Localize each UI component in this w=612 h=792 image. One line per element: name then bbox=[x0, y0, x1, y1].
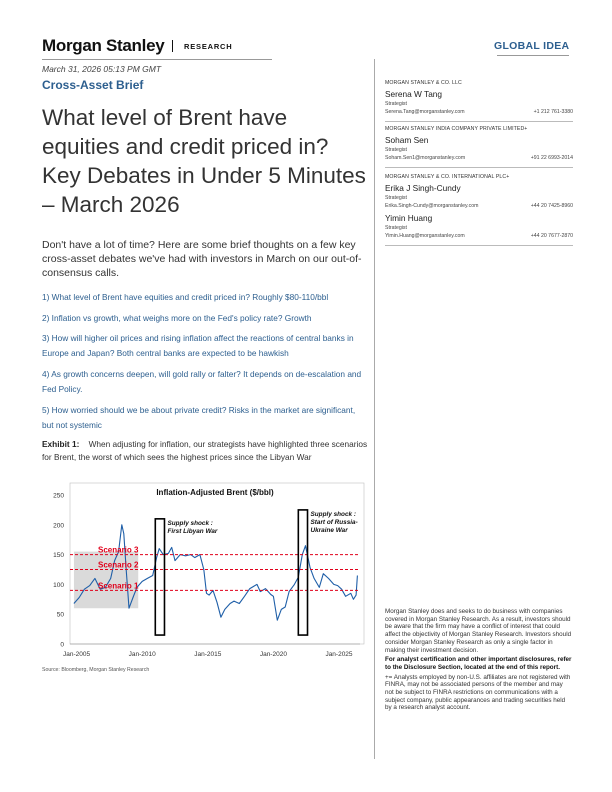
brand-logo: Morgan Stanley bbox=[42, 36, 165, 55]
question-link-1[interactable]: 1) What level of Brent have equities and credit priced in? Roughly $80-110/bbl bbox=[42, 292, 329, 302]
brent-chart bbox=[42, 481, 367, 664]
annotation-label: Ukraine War bbox=[310, 526, 348, 534]
disclosure-conflict: Morgan Stanley does and seeks to do business with companies covered in Morgan Stanley Research. As a result, investors should be aware that the firm may have a conflict of interest that could affect the objectivity of Morgan Stanley Research. Investors should consider Morgan Stanley Research as only a single factor in making their investment decision. bbox=[385, 608, 572, 654]
y-tick-label: 150 bbox=[53, 552, 64, 560]
analyst-role: Strategist bbox=[385, 147, 407, 153]
analyst-role: Strategist bbox=[385, 225, 407, 231]
analyst-rule bbox=[385, 245, 573, 246]
analyst-name: Yimin Huang bbox=[385, 213, 433, 223]
analyst-block-4 bbox=[385, 210, 573, 246]
y-tick-label: 50 bbox=[56, 611, 64, 619]
analyst-firm: MORGAN STANLEY & CO. INTERNATIONAL PLC+ bbox=[385, 174, 510, 180]
y-tick-label: 200 bbox=[53, 522, 64, 530]
exhibit-caption bbox=[42, 438, 368, 463]
exhibit-text: When adjusting for inflation, our strategists have highlighted three scenarios for Brent, the worst of which sees the highest prices since the Libyan War bbox=[42, 439, 368, 462]
title-line: – March 2026 bbox=[42, 192, 180, 217]
analyst-name: Erika J Singh-Cundy bbox=[385, 183, 461, 193]
y-tick-label: 0 bbox=[60, 641, 64, 649]
header-rule-right bbox=[497, 55, 569, 56]
annotation-box bbox=[155, 519, 164, 635]
header-rule-left bbox=[42, 59, 272, 60]
analyst-contact bbox=[385, 203, 573, 209]
x-tick-label: Jan-2020 bbox=[259, 651, 287, 658]
scenario-label: Scenario 1 bbox=[98, 581, 139, 591]
report-title bbox=[42, 103, 367, 219]
title-line: Key Debates in Under 5 Minutes bbox=[42, 163, 366, 188]
annotation-box bbox=[298, 510, 307, 635]
scenario-label: Scenario 2 bbox=[98, 560, 139, 570]
y-tick-label: 250 bbox=[53, 492, 64, 500]
analyst-phone: +1 212 761-3380 bbox=[533, 109, 573, 115]
analyst-email[interactable]: Serena.Tang@morganstanley.com bbox=[385, 109, 465, 115]
disclosure-block bbox=[385, 608, 573, 714]
analyst-email[interactable]: Soham.Sen1@morganstanley.com bbox=[385, 155, 466, 161]
question-link-3[interactable]: 3) How will higher oil prices and rising inflation affect the reactions of central banks in Europe and Japan? Both central banks are expected to be hawkish bbox=[42, 333, 354, 358]
chart-title: Inflation-Adjusted Brent ($/bbl) bbox=[156, 488, 274, 497]
analyst-block-2 bbox=[385, 126, 573, 168]
x-tick-label: Jan-2005 bbox=[63, 651, 91, 658]
analyst-name: Serena W Tang bbox=[385, 89, 443, 99]
title-line: equities and credit priced in? bbox=[42, 134, 329, 159]
disclosure-finra: += Analysts employed by non-U.S. affiliates are not registered with FINRA, may not be associated persons of the member and may not be subject to FINRA restrictions on communications with a subject company, public appearances and trading securities held by a research analyst account. bbox=[385, 673, 571, 712]
analyst-firm: MORGAN STANLEY INDIA COMPANY PRIVATE LIMITED+ bbox=[385, 126, 528, 132]
analyst-contact bbox=[385, 109, 573, 115]
analyst-phone: +44 20 7425-8960 bbox=[530, 203, 573, 209]
chart-source: Source: Bloomberg, Morgan Stanley Research bbox=[42, 667, 150, 673]
annotation-label: Start of Russia- bbox=[310, 518, 358, 526]
disclosure-certification: For analyst certification and other important disclosures, refer to the Disclosure Section, located at the end of this report. bbox=[385, 656, 572, 671]
global-idea-label: GLOBAL IDEA bbox=[494, 40, 570, 52]
y-tick-label: 100 bbox=[53, 581, 64, 589]
analyst-firm: MORGAN STANLEY & CO. LLC bbox=[385, 80, 462, 86]
question-link-2[interactable]: 2) Inflation vs growth, what weighs more on the Fed's policy rate? Growth bbox=[42, 313, 312, 323]
annotation-label: First Libyan War bbox=[167, 527, 218, 535]
chart-svg bbox=[42, 481, 367, 664]
analyst-rule bbox=[385, 121, 573, 122]
lead-paragraph: Don't have a lot of time? Here are some brief thoughts on a few key cross-asset debates we've had with investors in March on our out-of-consensus calls. bbox=[42, 239, 362, 279]
annotation-label: Supply shock : bbox=[310, 510, 356, 518]
analyst-block-3 bbox=[385, 174, 573, 209]
analyst-block-1 bbox=[385, 80, 573, 122]
x-tick-label: Jan-2025 bbox=[325, 651, 353, 658]
x-tick-label: Jan-2015 bbox=[194, 651, 222, 658]
analyst-phone: +91 22 6993-2014 bbox=[530, 155, 573, 161]
exhibit-label: Exhibit 1: bbox=[42, 439, 80, 449]
analyst-rule bbox=[385, 167, 573, 168]
analyst-role: Strategist bbox=[385, 101, 407, 107]
scenario-label: Scenario 3 bbox=[98, 545, 139, 555]
analyst-name: Soham Sen bbox=[385, 135, 429, 145]
column-divider bbox=[374, 59, 375, 759]
research-label: RESEARCH bbox=[184, 42, 233, 51]
analyst-contact bbox=[385, 233, 573, 239]
x-tick-label: Jan-2010 bbox=[128, 651, 156, 658]
annotation-label: Supply shock : bbox=[167, 519, 213, 527]
question-link-5[interactable]: 5) How worried should we be about private credit? Risks in the market are significant, but not systemic bbox=[42, 405, 356, 430]
brand-divider bbox=[172, 40, 173, 52]
analyst-role: Strategist bbox=[385, 195, 407, 201]
report-kicker: Cross-Asset Brief bbox=[42, 78, 144, 92]
title-line: What level of Brent have bbox=[42, 105, 288, 130]
analyst-phone: +44 20 7677-2870 bbox=[530, 233, 573, 239]
analyst-email[interactable]: Yimin.Huang@morganstanley.com bbox=[385, 233, 465, 239]
analyst-contact bbox=[385, 155, 573, 161]
publish-date: March 31, 2026 05:13 PM GMT bbox=[42, 64, 162, 74]
analyst-email[interactable]: Erika.Singh-Cundy@morganstanley.com bbox=[385, 203, 479, 209]
question-link-4[interactable]: 4) As growth concerns deepen, will gold rally or falter? It depends on de-escalation and Fed Policy. bbox=[42, 369, 362, 394]
